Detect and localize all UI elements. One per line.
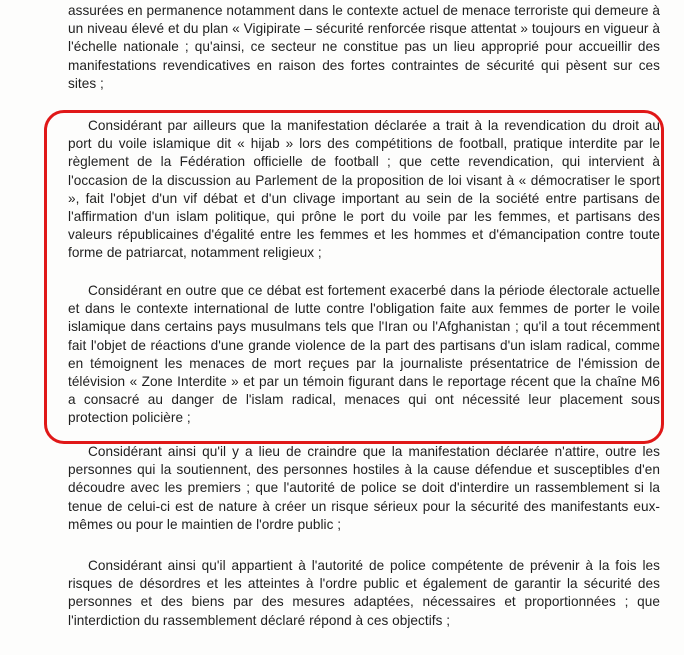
paragraph-text: assurées en permanence notamment dans le contexte actuel de menace terroriste qui demeure à un niveau élevé et du plan « Vigipirate – sécurité renforcée risque attentat » toujours en vigueur à l'échelle nationale ; qu'ainsi, ce secteur ne constitue pas un lieu approprié pour accueillir des manifestations revendicatives en raison des fortes contraintes de sécurité qui pèsent sur ces sites ; xyxy=(68,3,660,91)
paragraph-text: Considérant ainsi qu'il appartient à l'autorité de police compétente de prévenir à la fois les risques de désordres et les atteintes à l'ordre public et également de garantir la sécurité des personnes et des biens par des mesures adaptées, nécessaires et proportionnées ; que l'interdiction du rassemblement déclaré répond à ces objectifs ; xyxy=(68,558,660,628)
paragraph-hijab xyxy=(68,117,660,263)
paragraph-text: Considérant ainsi qu'il y a lieu de craindre que la manifestation déclarée n'attire, outre les personnes qui la soutiennent, des personnes hostiles à la cause défendue et susceptibles d'en découdre avec les premiers ; que l'autorité de police se doit d'interdire un rassemblement si la tenue de celui-ci est de nature à créer un risque sérieux pour la sécurité des manifestants eux-mêmes ou pour le maintien de l'ordre public ; xyxy=(68,444,660,532)
paragraph-continuation xyxy=(68,2,660,93)
paragraph-text: Considérant par ailleurs que la manifestation déclarée a trait à la revendication du droit au port du voile islamique dit « hijab » lors des compétitions de football, pratique interdite par le règlement de la Fédération officielle de football ; que cette revendication, qui intervient à l'occasion de la discussion au Parlement de la proposition de loi visant à « démocratiser le sport », fait l'objet d'un vif débat et d'un clivage important au sein de la société entre partisans de l'affirmation d'un islam politique, qui prône le port du voile par les femmes, et partisans des valeurs républicaines d'égalité entre les femmes et les hommes et d'émancipation contre toute forme de patriarcat, notamment religieux ; xyxy=(68,118,660,261)
paragraph-hostile xyxy=(68,443,660,534)
paragraph-police xyxy=(68,557,660,630)
paragraph-debate xyxy=(68,282,660,428)
paragraph-text: Considérant en outre que ce débat est fortement exacerbé dans la période électorale actuelle et dans le contexte international de lutte contre l'obligation faite aux femmes de porter le voile islamique dans certains pays musulmans tels que l'Iran ou l'Afghanistan ; qu'il a tout récemment fait l'objet de réactions d'une grande violence de la part des partisans d'un islam radical, comme en témoignent les menaces de mort reçues par la journaliste présentatrice de l'émission de télévision « Zone Interdite » et par un témoin figurant dans le reportage récent que la chaîne M6 a consacré au danger de l'islam radical, menaces qui ont nécessité leur placement sous protection policière ; xyxy=(68,283,660,426)
